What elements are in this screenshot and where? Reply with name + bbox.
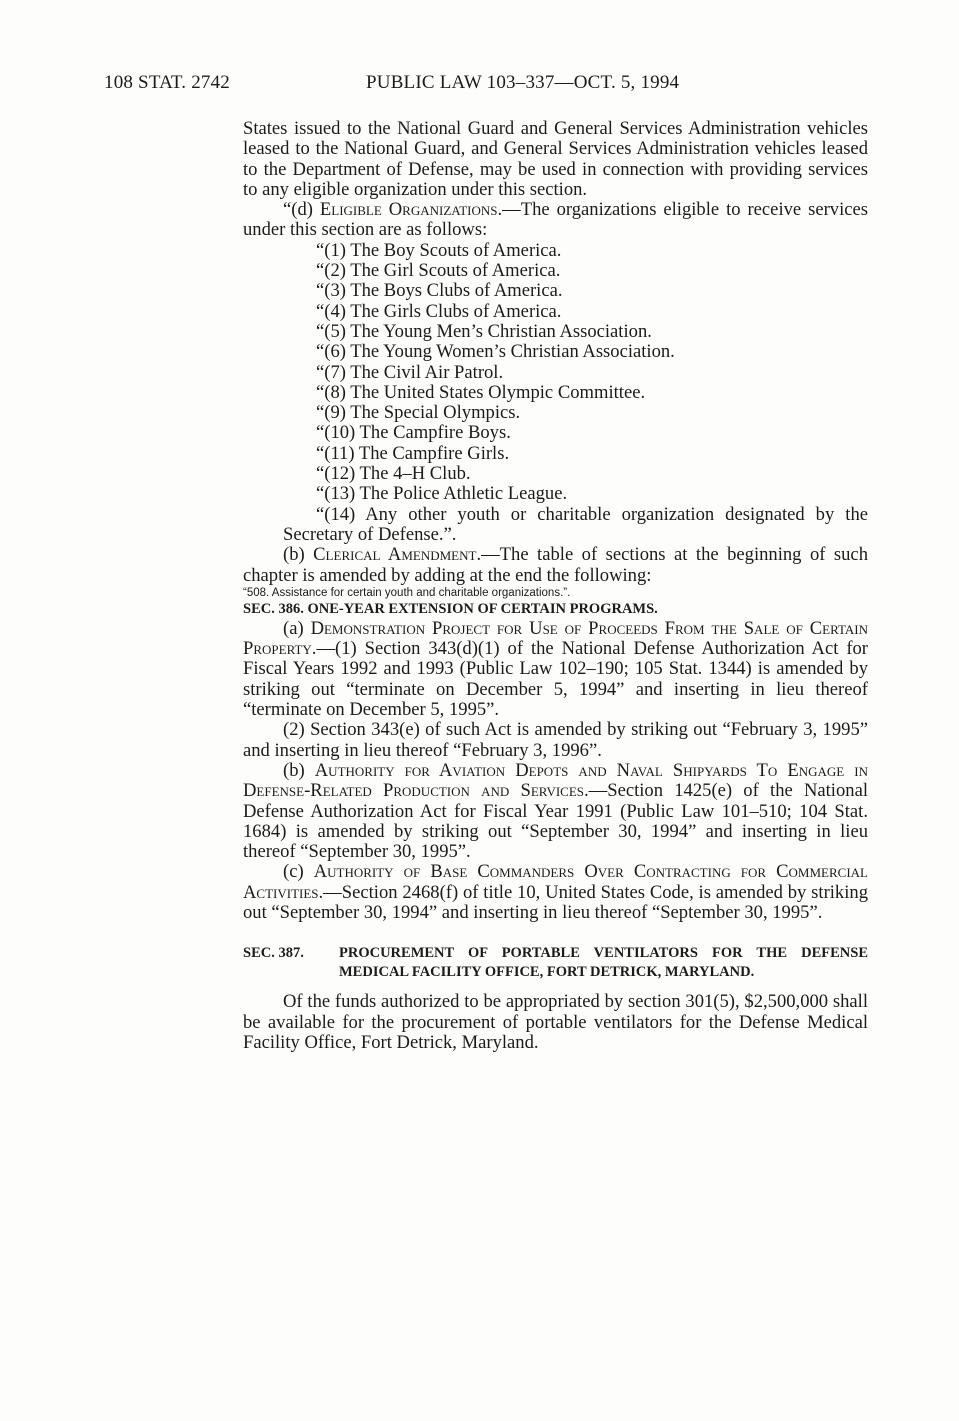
sec-386-c-text: .—Section 2468(f) of title 10, United States Code, is amended by striking out “September 30, 1994” and inserting in lieu thereof “September 30, 1995”. [243, 881, 868, 923]
org-list-item-14: “(14) Any other youth or charitable organization designated by the Secretary of Defense.”. [283, 503, 868, 545]
sec-386-b-text: .—Section 1425(e) of the National Defense Authorization Act for Fiscal Year 1991 (Public Law 101–510; 104 Stat. 1684) is amended by striking out “September 30, 1994” and inserting in lieu thereof “September 30, 1995”. [243, 780, 868, 863]
subsection-d-text: .—The organizations eligible to receive services under this section are as follows: [243, 199, 868, 241]
sec-386-a-prefix: (a) [283, 617, 311, 639]
org-list-item: “(2) The Girl Scouts of America. [316, 260, 561, 282]
sec-386-b-heading: Authority for Aviation Depots and Naval Shipyards To Engage in Defense-Related Production and Services [243, 759, 868, 802]
org-list-item: “(1) The Boy Scouts of America. [316, 239, 562, 261]
org-list-item: “(5) The Young Men’s Christian Association. [316, 320, 652, 342]
org-list-item: “(4) The Girls Clubs of America. [316, 300, 562, 322]
page-body [243, 119, 868, 1053]
sec-386-subsection-a [243, 619, 868, 720]
table-of-sections-entry: “508. Assistance for certain youth and charitable organizations.”. [243, 586, 571, 599]
public-law-title: PUBLIC LAW 103–337—OCT. 5, 1994 [366, 72, 680, 93]
org-list-item: “(9) The Special Olympics. [316, 402, 521, 424]
org-list-item: “(3) The Boys Clubs of America. [316, 280, 563, 302]
sec-387-text: Of the funds authorized to be appropriated by section 301(5), $2,500,000 shall be available for the procurement of portable ventilators for the Defense Medical Facility Office, Fort Detrick, Maryland. [243, 991, 868, 1053]
stat-citation: 108 STAT. 2742 [104, 72, 231, 93]
sec-386-c-heading: Authority of Base Commanders Over Contracting for Commercial Activities [243, 861, 868, 903]
sec-386-a-heading: Demonstration Project for Use of Proceeds From the Sale of Certain Property [243, 617, 868, 660]
sec-386-heading: SEC. 386. ONE-YEAR EXTENSION OF CERTAIN PROGRAMS. [243, 600, 658, 617]
clerical-heading: Clerical Amendment [313, 544, 477, 566]
org-list-item: “(12) The 4–H Club. [316, 463, 471, 485]
sec-386-b-prefix: (b) [283, 759, 315, 781]
clerical-text: .—The table of sections at the beginning of such chapter is amended by adding at the end the following: [243, 544, 868, 586]
sec-386-subsection-c [243, 862, 868, 923]
org-list-item: “(6) The Young Women’s Christian Association. [316, 341, 675, 363]
intro-paragraph: States issued to the National Guard and General Services Administration vehicles leased to the National Guard, and General Services Administration vehicles leased to the Department of Defense, may be used in connection with providing services to any eligible organization under this section. [243, 118, 868, 200]
org-list-item: “(8) The United States Olympic Committee. [316, 381, 646, 403]
clerical-prefix: (b) [283, 544, 314, 566]
org-list-item: “(7) The Civil Air Patrol. [316, 361, 504, 383]
sec-386-subsection-b [243, 761, 868, 862]
subsection-d-prefix: “(d) [283, 199, 320, 221]
subsection-d [243, 200, 868, 241]
org-list-item: “(11) The Campfire Girls. [316, 442, 510, 464]
sec-386-a-text: .—(1) Section 343(d)(1) of the National Defense Authorization Act for Fiscal Years 1992 and 1993 (Public Law 102–190; 105 Stat. 1344) is amended by striking out “terminate on December 5, 1994” and inserting in lieu thereof “terminate on December 5, 1995”. [243, 638, 868, 721]
sec-387-number: SEC. 387. [243, 945, 304, 962]
subsection-d-heading: Eligible Organizations [319, 199, 498, 221]
org-list-item: “(13) The Police Athletic League. [316, 483, 568, 505]
org-list-item: “(10) The Campfire Boys. [316, 422, 511, 444]
sec-386-subsection-a2: (2) Section 343(e) of such Act is amended by striking out “February 3, 1995” and inserting in lieu thereof “February 3, 1996”. [243, 719, 868, 761]
sec-387-title: PROCUREMENT OF PORTABLE VENTILATORS FOR THE DEFENSE MEDICAL FACILITY OFFICE, FORT DETRICK, MARYLAND. [339, 945, 868, 981]
clerical-amendment [243, 545, 868, 586]
sec-386-c-prefix: (c) [283, 861, 314, 883]
sec-387-heading [243, 944, 868, 982]
